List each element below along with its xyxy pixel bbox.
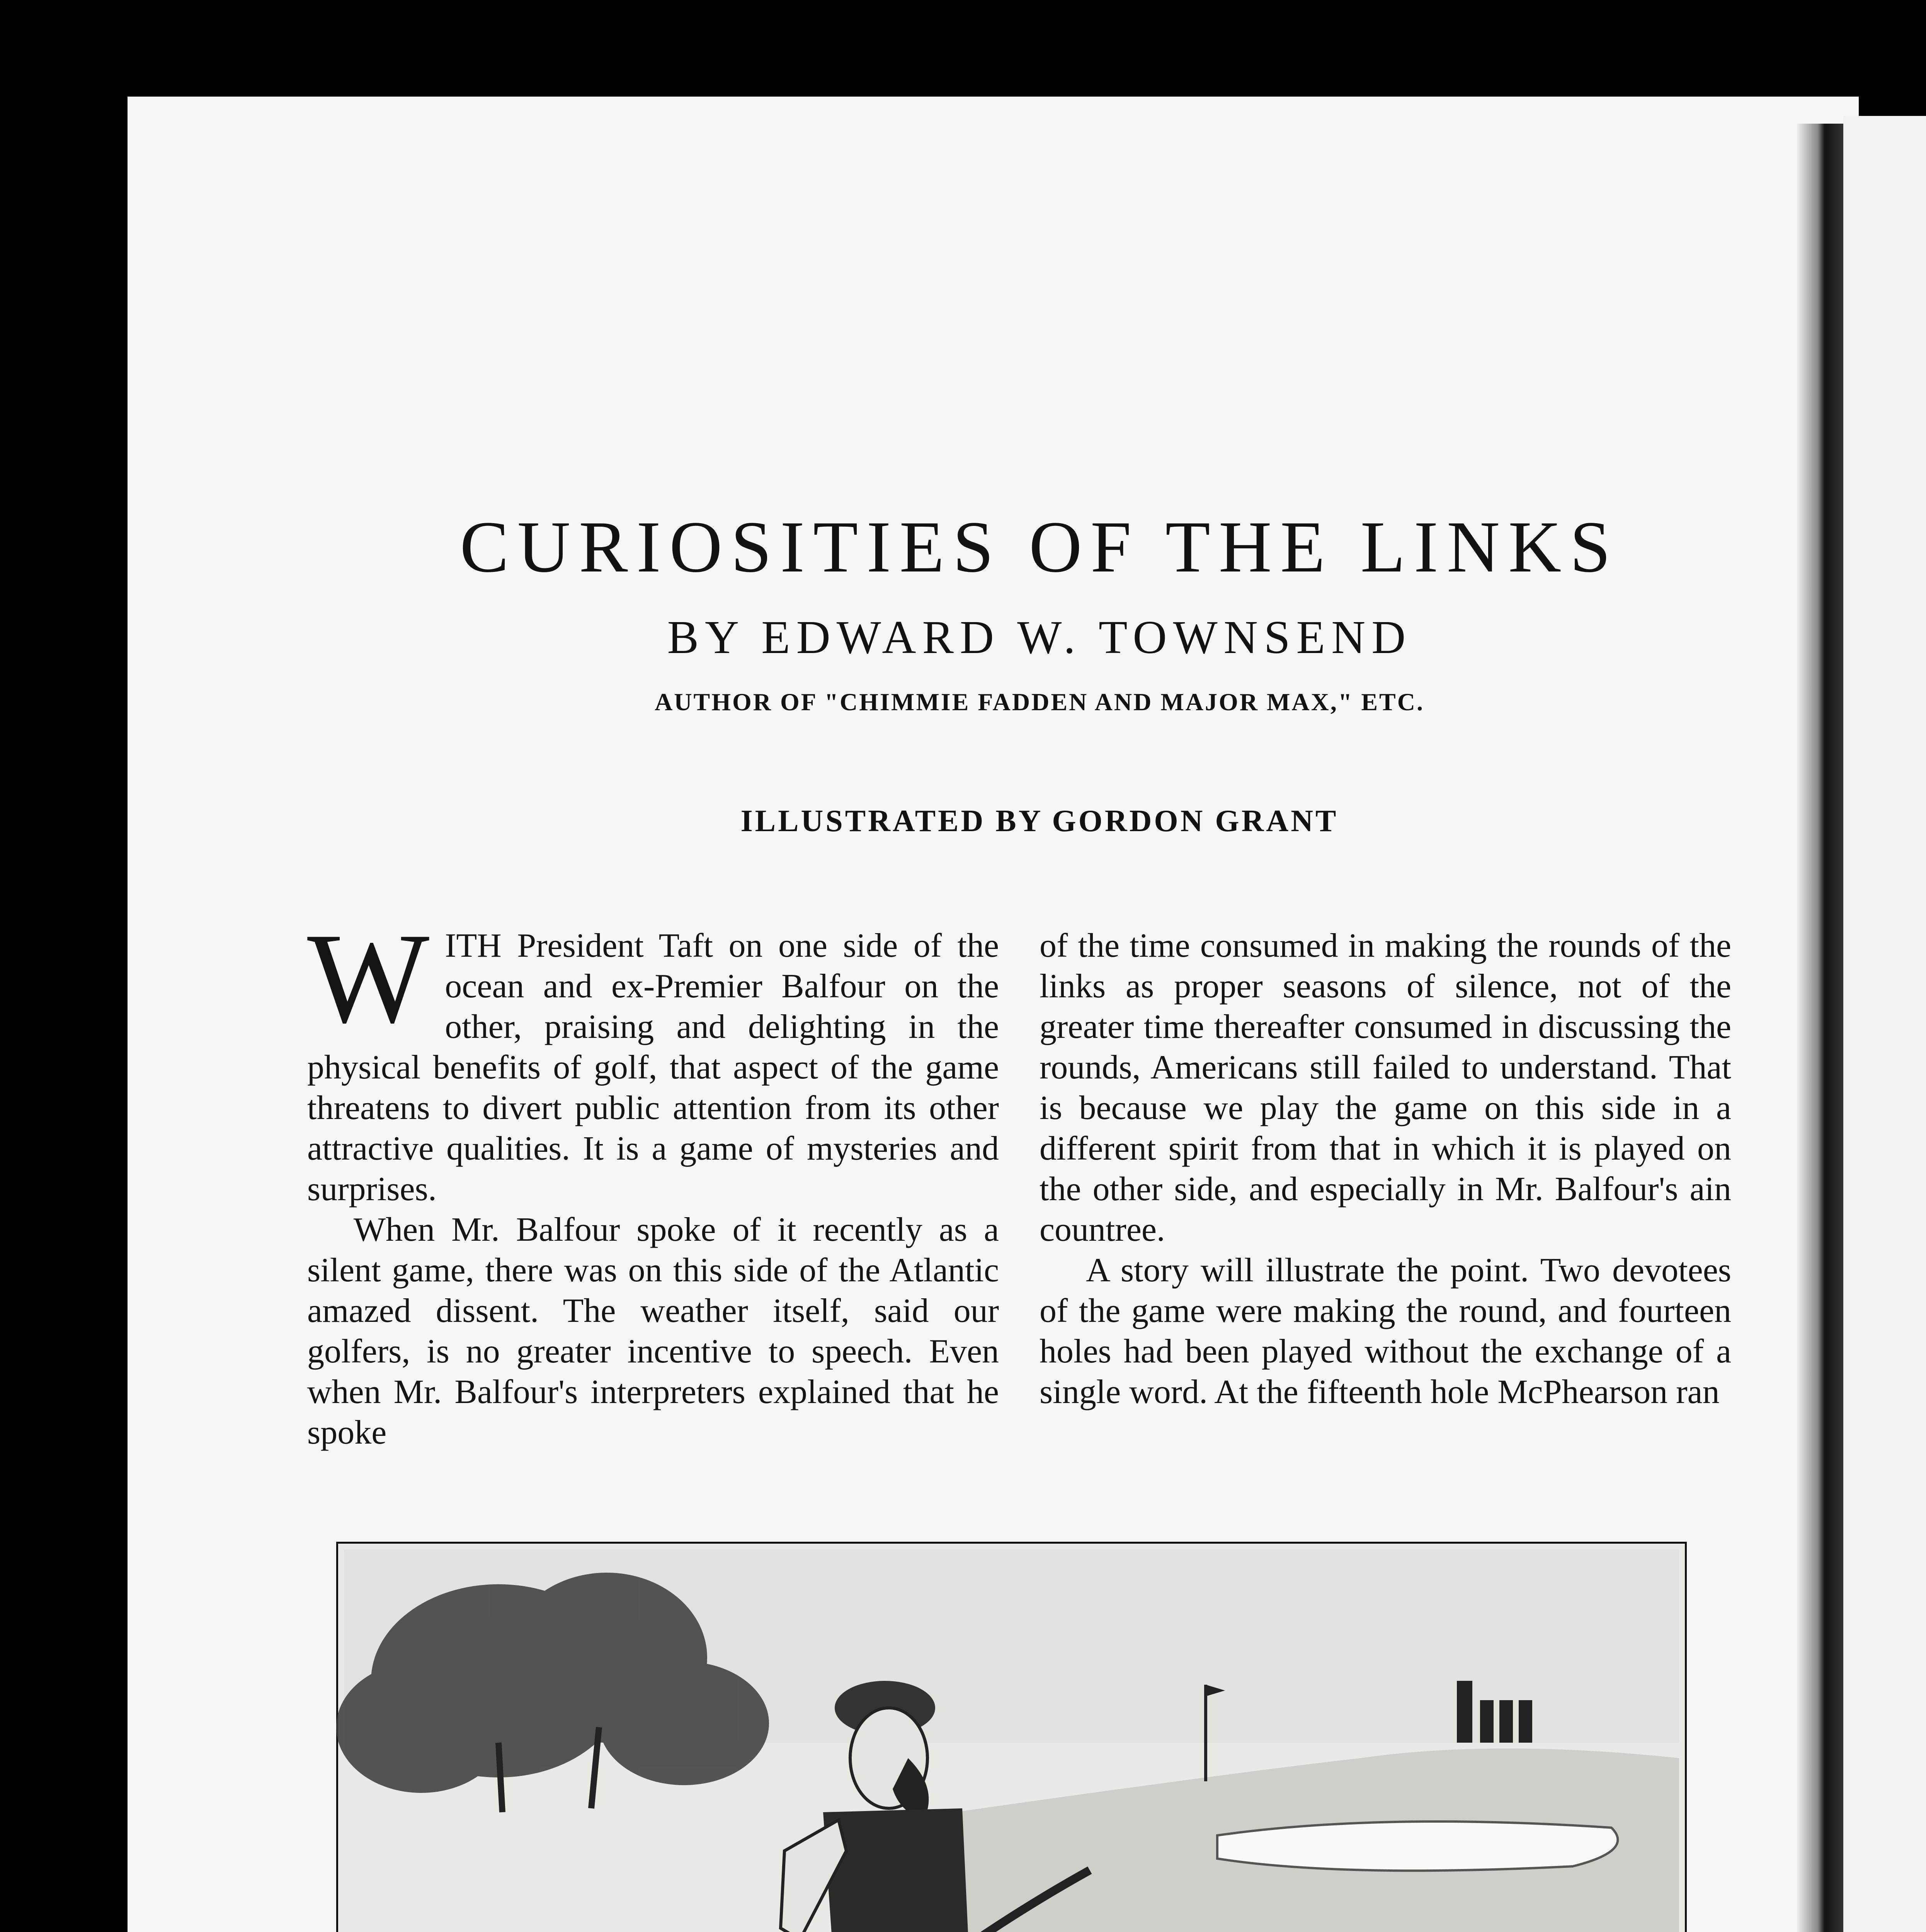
golf-scythe-drawing: [336, 1542, 1687, 1932]
paragraph: A story will illustrate the point. Two devotees of the game were making the round, and fourteen holes had been played without the exchange of a single word. At the fifteenth hole McPhearson ran: [1040, 1252, 1731, 1411]
facing-page-edge: [1843, 116, 1926, 1932]
paragraph-text: ITH President Taft on one side of the ocean and ex-Premier Balfour on the other, praising and delighting in the physical benefits of golf, that aspect of the game threatens to divert public attention from its other attractive qualities. It is a game of mysteries and surprises.: [307, 927, 999, 1208]
article-byline: BY EDWARD W. TOWNSEND: [667, 611, 1412, 663]
illustration: [336, 1542, 1687, 1932]
paragraph: When Mr. Balfour spoke of it recently as a silent game, there was on this side of the Atlantic amazed dissent. The weather itself, said our golfers, is no greater incentive to speech. Even when Mr. Balfour's interpreters explained that he spoke: [307, 1211, 999, 1451]
paragraph: of the time consumed in making the rounds of the links as proper seasons of silence, not of the greater time thereafter consumed in discussing the rounds, Americans still failed to understand. That is because we play the game on this side in a different spirit from that in which it is played on the other side, and especially in Mr. Balfour's ain countree.: [1040, 927, 1731, 1248]
text-column-right: [1040, 925, 1731, 1412]
drop-cap: W: [307, 906, 430, 1050]
sand-bunker: [1217, 1821, 1618, 1871]
text-column-left: [307, 906, 999, 1453]
page-gutter: [1797, 124, 1843, 1932]
paragraph: [307, 906, 999, 1209]
illustrator-credit: ILLUSTRATED BY GORDON GRANT: [740, 804, 1339, 838]
author-note: AUTHOR OF "CHIMMIE FADDEN AND MAJOR MAX," ETC.: [655, 688, 1424, 716]
article-title: CURIOSITIES OF THE LINKS: [460, 507, 1619, 588]
